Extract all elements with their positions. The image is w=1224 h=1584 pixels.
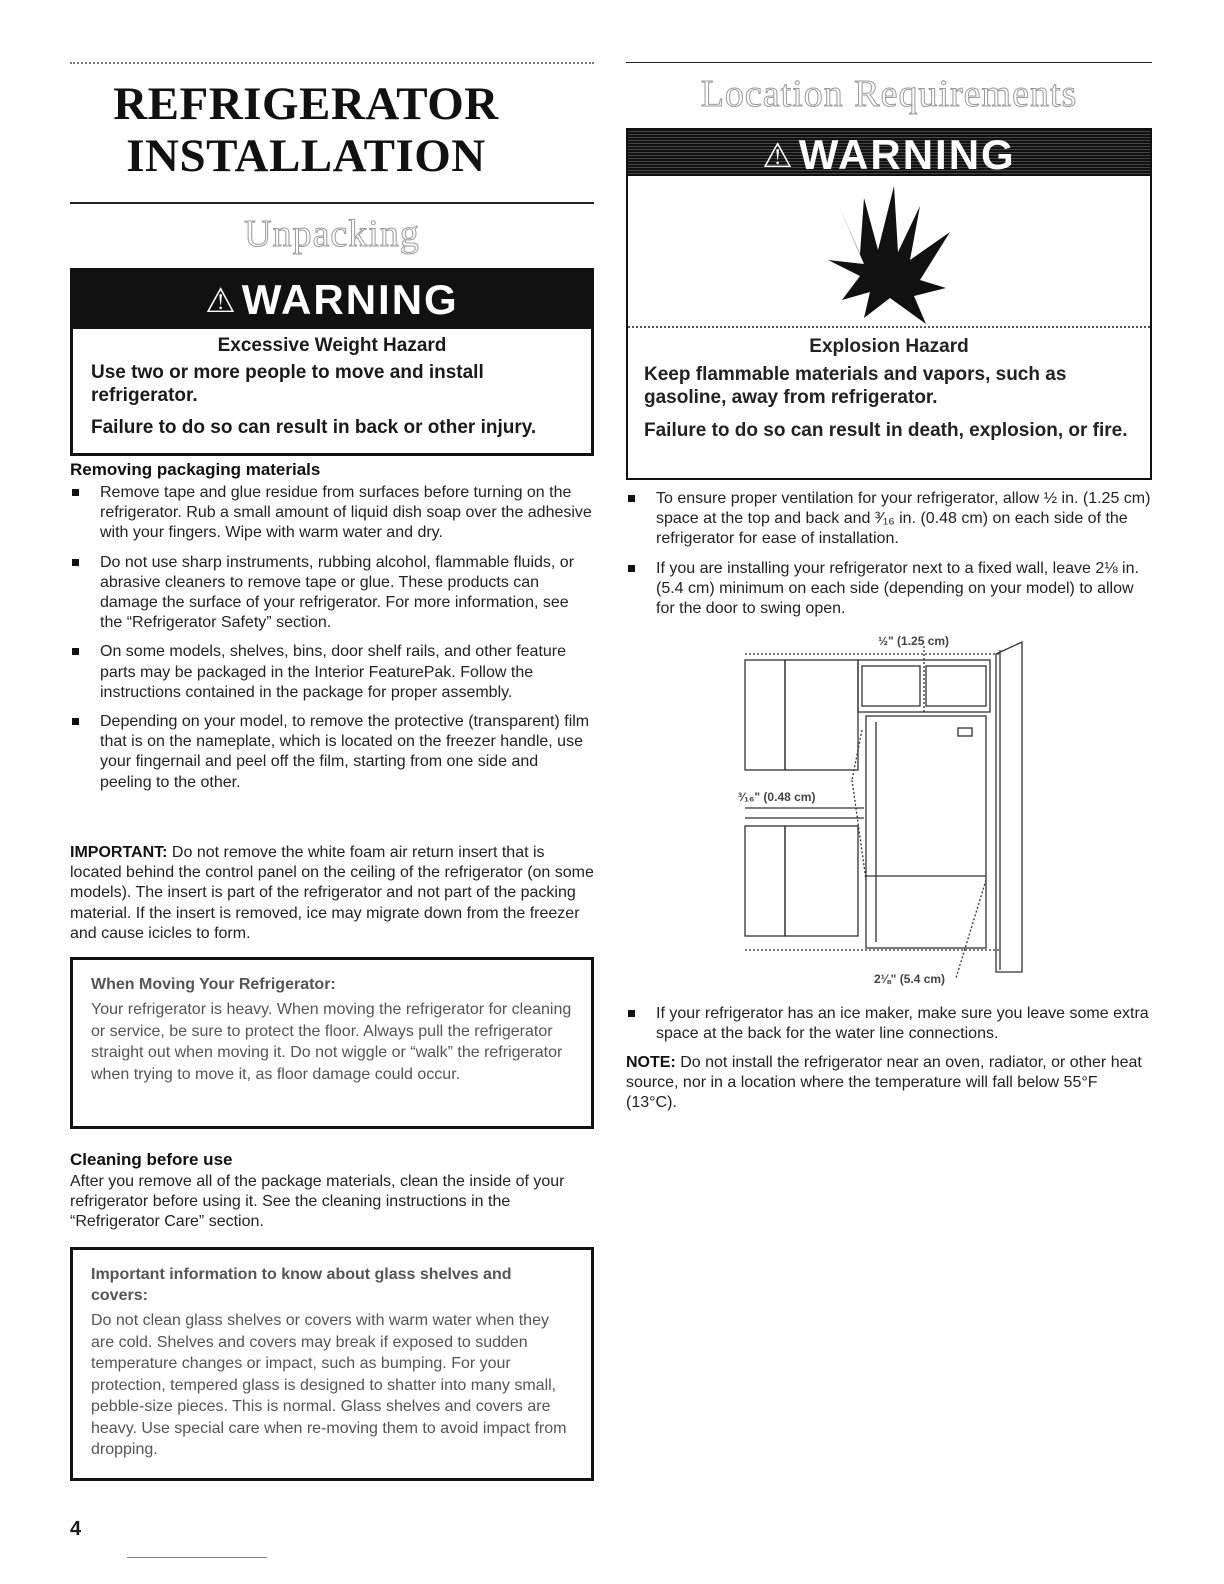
explosion-icon — [628, 176, 1150, 326]
list-item: If you are installing your refrigerator next to a fixed wall, leave 2⅛ in. (5.4 cm) minimum on each side (depending on your model) to allow for the door to swing open. — [626, 559, 1152, 620]
removing-heading: Removing packaging materials — [70, 460, 321, 479]
note-label: NOTE: — [626, 1054, 676, 1071]
bullet-square-icon — [628, 495, 635, 502]
explosion-warning-box — [626, 128, 1152, 480]
footer-link-rule — [127, 1557, 267, 1558]
list-item: Do not use sharp instruments, rubbing alcohol, flammable fluids, or abrasive cleaners to remove tape or glue. These products can damage the surface of your refrigerator. For more information, see the “Refrigerator Safety” section. — [70, 553, 594, 634]
weight-hazard-line2: Failure to do so can result in back or other injury. — [91, 417, 537, 438]
bullet-square-icon — [628, 1010, 635, 1017]
location-bullet-list-2 — [626, 1004, 1152, 1053]
cleaning-text: After you remove all of the package materials, clean the inside of your refrigerator before using it. See the cleaning instructions in the “Refrigerator Care” section. — [70, 1173, 565, 1231]
list-item: Remove tape and glue residue from surfaces before turning on the refrigerator. Rub a small amount of liquid dish soap over the adhesive with your fingers. Wipe with warm water and dry. — [70, 483, 594, 544]
list-item: To ensure proper ventilation for your refrigerator, allow ½ in. (1.25 cm) space at the top and back and ³⁄₁₆ in. (0.48 cm) on each side of the refrigerator for ease of installation. — [626, 489, 1152, 550]
weight-hazard-title: Excessive Weight Hazard — [217, 335, 447, 356]
cleaning-heading: Cleaning before use — [70, 1150, 233, 1169]
warning-label: WARNING — [798, 131, 1016, 178]
explosion-hazard-line2: Failure to do so can result in death, explosion, or fire. — [644, 420, 1128, 441]
glass-info-box — [70, 1247, 594, 1481]
wall-clearance-label: 2⅛" (5.4 cm) — [874, 972, 946, 986]
important-paragraph — [70, 843, 594, 944]
list-item: On some models, shelves, bins, door shelf rails, and other feature parts may be packaged in the Interior FeaturePak. Follow the instructions contained in the package for proper assembly. — [70, 642, 594, 703]
explosion-hazard-title: Explosion Hazard — [809, 336, 969, 357]
title-line-1: REFRIGERATOR — [113, 78, 499, 130]
bullet-square-icon — [72, 648, 79, 655]
bullet-square-icon — [72, 559, 79, 566]
top-dotted-rule — [70, 62, 594, 64]
note-paragraph — [626, 1053, 1152, 1114]
warning-banner — [628, 130, 1150, 176]
clearance-diagram — [730, 630, 1030, 990]
list-item: If your refrigerator has an ice maker, make sure you leave some extra space at the back for the water line connections. — [626, 1004, 1152, 1044]
warning-triangle-icon: ⚠ — [762, 137, 795, 175]
important-label: IMPORTANT: — [70, 844, 168, 861]
important-text: Do not remove the white foam air return insert that is located behind the control panel on the ceiling of the refrigerator (on some models). The insert is part of the refrigerator and not part of the packing material. If the insert is removed, ice may migrate down from the freezer and cause icicles to form. — [70, 844, 594, 942]
clearance-diagram-graphic — [730, 630, 1030, 990]
moving-info-box — [70, 957, 594, 1129]
warning-label: WARNING — [241, 276, 459, 323]
removing-bullet-list — [70, 483, 594, 802]
list-item: Depending on your model, to remove the protective (transparent) film that is on the nameplate, which is located on the freezer handle, use your fingernail and peel off the film, starting from one side and peeling to the other. — [70, 712, 594, 793]
page-title — [86, 78, 526, 182]
explosion-hazard-line1: Keep flammable materials and vapors, such as gasoline, away from refrigerator. — [644, 364, 1067, 408]
unpacking-heading: Unpacking — [244, 213, 420, 255]
weight-warning-box — [70, 268, 594, 456]
note-text: Do not install the refrigerator near an oven, radiator, or other heat source, nor in a location where the temperature will fall below 55°F (13°C). — [626, 1054, 1142, 1112]
page-number: 4 — [70, 1518, 82, 1540]
weight-hazard-line1: Use two or more people to move and install refrigerator. — [91, 362, 484, 406]
warning-triangle-icon: ⚠ — [205, 282, 238, 320]
location-bullet-list — [626, 489, 1152, 628]
bullet-square-icon — [72, 718, 79, 725]
side-clearance-label: ³⁄₁₆" (0.48 cm) — [738, 790, 816, 804]
location-heading: Location Requirements — [700, 73, 1078, 115]
title-line-2: INSTALLATION — [126, 130, 486, 182]
explosion-graphic — [628, 176, 1150, 326]
top-rule-right — [626, 62, 1152, 63]
moving-box-text: Your refrigerator is heavy. When moving the refrigerator for cleaning or service, be sure to protect the floor. Always pull the refrigerator straight out when moving it. Do not wiggle or “walk” the refrigerator when trying to move it, as floor damage could occur. — [91, 1001, 572, 1083]
moving-box-title: When Moving Your Refrigerator: — [91, 976, 336, 993]
title-underline — [70, 202, 594, 204]
glass-box-title: Important information to know about glass shelves and covers: — [91, 1266, 512, 1304]
top-clearance-label: ½" (1.25 cm) — [878, 634, 950, 648]
bullet-square-icon — [72, 489, 79, 496]
bullet-square-icon — [628, 565, 635, 572]
glass-box-text: Do not clean glass shelves or covers with warm water when they are cold. Shelves and covers may break if exposed to sudden temperature changes or impact, such as bumping. For your protection, tempered glass is designed to shatter into many small, pebble-size pieces. This is normal. Glass shelves and covers are heavy. Use special care when re-moving them to avoid impact from dropping. — [91, 1312, 567, 1458]
warning-banner — [73, 271, 591, 329]
